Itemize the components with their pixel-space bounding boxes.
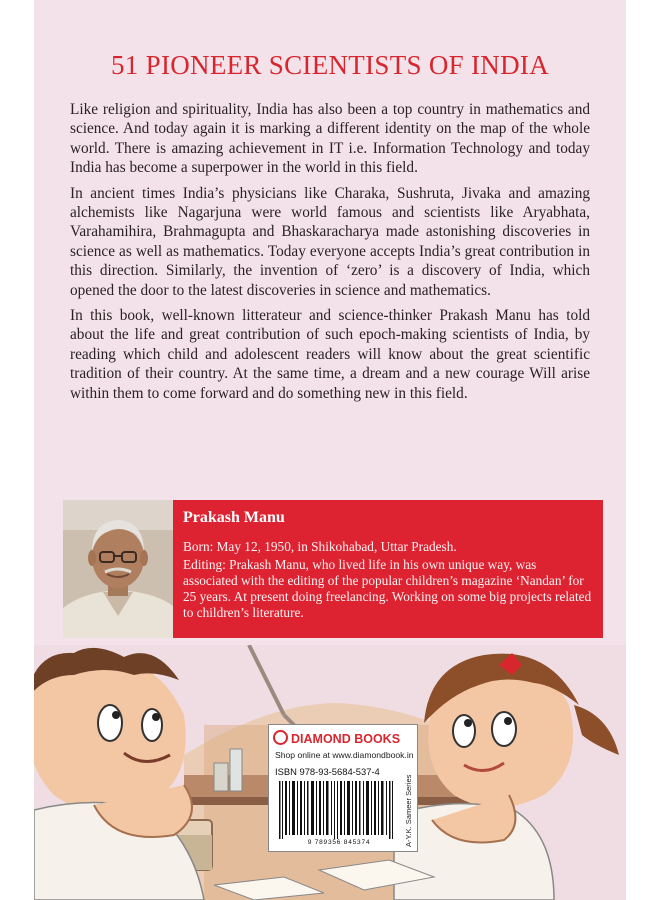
isbn-barcode bbox=[275, 781, 403, 839]
blurb-paragraph-2: In ancient times India’s physicians like Charaka, Sushruta, Jivaka and amazing alchemists like Nagarjuna were world famous and scientists like Aryabhata, Varahamihira, Brahmagupta and Bhaskaracharya made astonishing discoveries in science as well as mathematics. Today everyone accepts India’s great contribution in this direction. Similarly, the invention of ‘zero’ is a discovery of India, which opened the door to the latest discoveries in science and mathematics. bbox=[70, 184, 590, 299]
publisher-shop-text: Shop online at www.diamondbook.in bbox=[275, 750, 414, 760]
author-name: Prakash Manu bbox=[183, 509, 285, 526]
publisher-logo-text: DIAMOND BOOKS bbox=[291, 732, 401, 746]
diamond-icon bbox=[273, 730, 288, 745]
author-editing: Editing: Prakash Manu, who lived life in his own unique way, was associated with the editing of the popular children’s magazine ‘Nandan’ for 25 years. At present doing freelancing. Working on some big projects related to children’s literature. bbox=[183, 557, 592, 620]
author-photo bbox=[63, 500, 173, 638]
publisher-barcode-box bbox=[268, 724, 418, 852]
author-portrait-image bbox=[63, 500, 173, 638]
book-title: 51 PIONEER SCIENTISTS OF INDIA bbox=[110, 50, 549, 80]
blurb-paragraph-3: In this book, well-known litterateur and science-thinker Prakash Manu has told about the life and great contribution of such epoch-making scientists of India, by reading which child and adolescent readers will know about the great scientific tradition of their country. At the same time, a dream and a new courage Will arise within them to come forward and do something new in this field. bbox=[70, 307, 590, 402]
publisher-logo bbox=[273, 730, 413, 748]
author-born: Born: May 12, 1950, in Shikohabad, Uttar Pradesh. bbox=[183, 539, 457, 554]
blurb-text bbox=[70, 100, 590, 409]
blurb-paragraph-1: Like religion and spirituality, India has also been a top country in mathematics and science. And today again it is marking a different identity on the map of the whole world. There is amazing achievement in IT i.e. Information Technology and today India has become a superpower in the world in this field. bbox=[70, 101, 590, 177]
barcode-digits: 9 789356 845374 bbox=[307, 839, 371, 846]
isbn-text: ISBN 978-93-5684-537-4 bbox=[275, 766, 380, 777]
series-label: A-Y.K. Sameer Series bbox=[404, 774, 413, 847]
book-back-cover bbox=[34, 0, 626, 900]
